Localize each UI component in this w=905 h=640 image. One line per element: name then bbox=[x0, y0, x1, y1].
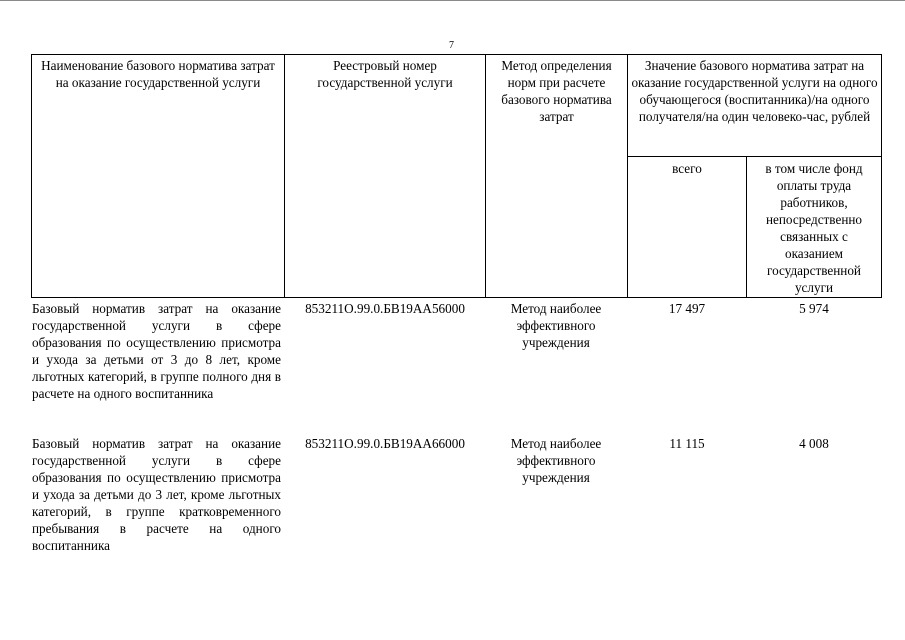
header-value-group: Значение базового норматива затрат на оказание государственной услуги на одного обучающегося (воспитанника)/на одного получателя/на один человеко-час, рублей bbox=[631, 58, 878, 124]
row-1-total: 17 497 bbox=[668, 301, 706, 316]
row-1-method: Метод наиболее эффективного учреждения bbox=[510, 301, 602, 350]
row-1-name: Базовый норматив затрат на оказание государственной услуги в сфере образования по осуществлению присмотра и ухода за детьми от 3 до 8 лет, кроме льготных категорий, в группе полного дня в расчете на одного воспитанника bbox=[32, 301, 281, 401]
row-2-name: Базовый норматив затрат на оказание государственной услуги в сфере образования по осуществлению присмотра и ухода за детьми до 3 лет, кроме льготных категорий, в группе кратковременного пребывания в расчете на одного воспитанника bbox=[32, 436, 281, 553]
page-number: 7 bbox=[449, 40, 454, 51]
column-divider-1 bbox=[284, 54, 285, 298]
table-right-border bbox=[881, 54, 882, 298]
row-2-total: 11 115 bbox=[669, 436, 705, 451]
column-divider-3 bbox=[627, 54, 628, 298]
column-divider-4 bbox=[746, 156, 747, 298]
top-border bbox=[0, 0, 905, 1]
header-name: Наименование базового норматива затрат на оказание государственной услуги bbox=[41, 58, 275, 90]
row-2-method: Метод наиболее эффективного учреждения bbox=[510, 436, 602, 485]
header-method: Метод определения норм при расчете базового норматива затрат bbox=[501, 58, 612, 124]
table-left-border bbox=[31, 54, 32, 298]
header-payroll: в том числе фонд оплаты труда работников, непосредственно связанных с оказанием государственной услуги bbox=[765, 161, 863, 295]
value-group-divider bbox=[627, 156, 882, 157]
row-2-payroll: 4 008 bbox=[799, 436, 829, 451]
header-bottom-border bbox=[31, 297, 882, 298]
column-divider-2 bbox=[485, 54, 486, 298]
row-1-registry-number: 853211О.99.0.БВ19АА56000 bbox=[305, 301, 465, 316]
header-total: всего bbox=[672, 161, 702, 176]
table-top-border bbox=[31, 54, 882, 55]
row-1-payroll: 5 974 bbox=[799, 301, 829, 316]
row-2-registry-number: 853211О.99.0.БВ19АА66000 bbox=[305, 436, 465, 451]
header-registry-number: Реестровый номер государственной услуги bbox=[317, 58, 453, 90]
